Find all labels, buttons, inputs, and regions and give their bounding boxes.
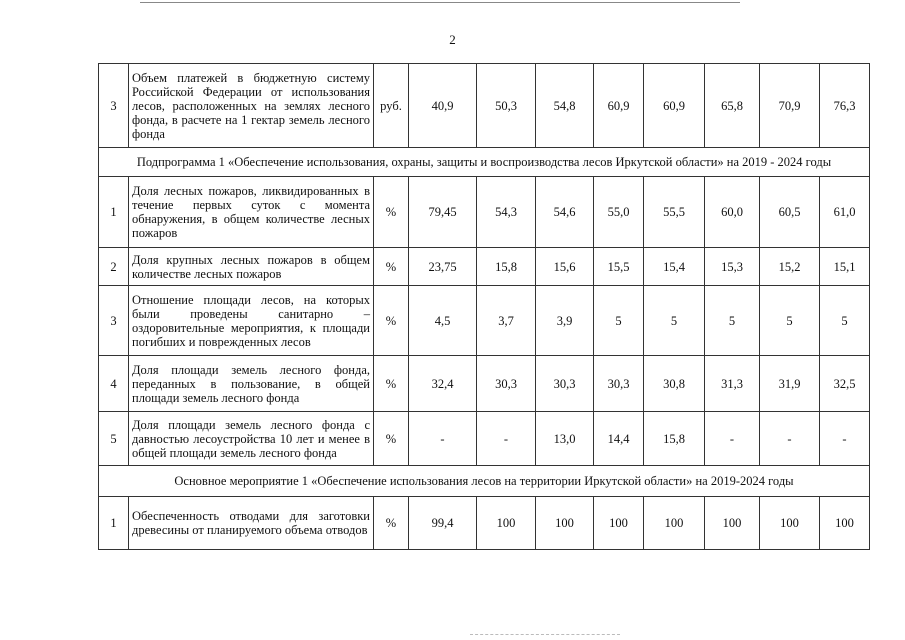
value-cell: 70,9 (760, 64, 820, 148)
value-cell: 76,3 (820, 64, 870, 148)
value-cell: 32,5 (820, 356, 870, 412)
value-cell: 61,0 (820, 177, 870, 248)
value-cell: 60,9 (644, 64, 705, 148)
unit-cell: % (374, 412, 409, 466)
row-number: 3 (99, 64, 129, 148)
value-cell: 15,8 (477, 248, 536, 286)
unit-cell: % (374, 248, 409, 286)
value-cell: 30,3 (536, 356, 594, 412)
row-number: 3 (99, 286, 129, 356)
section-header-row (99, 148, 870, 177)
unit-cell: % (374, 497, 409, 550)
top-border-rule (140, 2, 740, 3)
value-cell: 5 (820, 286, 870, 356)
unit-cell: % (374, 356, 409, 412)
value-cell: 60,5 (760, 177, 820, 248)
value-cell: 100 (644, 497, 705, 550)
value-cell: 100 (594, 497, 644, 550)
value-cell: 100 (477, 497, 536, 550)
main-activity-title: Основное мероприятие 1 «Обеспечение использования лесов на территории Иркутской области» на 2019-2024 годы (99, 466, 870, 497)
value-cell: 15,6 (536, 248, 594, 286)
value-cell: 65,8 (705, 64, 760, 148)
value-cell: 13,0 (536, 412, 594, 466)
value-cell: 100 (705, 497, 760, 550)
value-cell: 32,4 (409, 356, 477, 412)
value-cell: 5 (594, 286, 644, 356)
value-cell: 31,3 (705, 356, 760, 412)
table-row (99, 64, 870, 148)
value-cell: - (409, 412, 477, 466)
row-number: 1 (99, 497, 129, 550)
table-row (99, 286, 870, 356)
value-cell: 30,3 (477, 356, 536, 412)
value-cell: 3,9 (536, 286, 594, 356)
value-cell: 60,0 (705, 177, 760, 248)
table-row (99, 248, 870, 286)
row-number: 5 (99, 412, 129, 466)
section-header-row (99, 466, 870, 497)
indicators-table (98, 63, 870, 550)
subprogram-title: Подпрограмма 1 «Обеспечение использования, охраны, защиты и воспроизводства лесов Иркутской области» на 2019 - 2024 годы (99, 148, 870, 177)
value-cell: 23,75 (409, 248, 477, 286)
value-cell: 15,4 (644, 248, 705, 286)
value-cell: 15,1 (820, 248, 870, 286)
value-cell: - (477, 412, 536, 466)
indicator-name: Доля площади земель лесного фонда с давностью лесоустройства 10 лет и менее в общей площади земель лесного фонда (129, 412, 374, 466)
indicator-name: Доля лесных пожаров, ликвидированных в течение первых суток с момента обнаружения, в общем количестве лесных пожаров (129, 177, 374, 248)
value-cell: 4,5 (409, 286, 477, 356)
value-cell: 14,4 (594, 412, 644, 466)
value-cell: 40,9 (409, 64, 477, 148)
value-cell: 30,8 (644, 356, 705, 412)
value-cell: 5 (760, 286, 820, 356)
row-number: 2 (99, 248, 129, 286)
row-number: 1 (99, 177, 129, 248)
indicator-name: Отношение площади лесов, на которых были проведены санитарно – оздоровительные мероприятия, к площади погибших и поврежденных лесов (129, 286, 374, 356)
value-cell: 5 (705, 286, 760, 356)
value-cell: 55,5 (644, 177, 705, 248)
value-cell: - (820, 412, 870, 466)
value-cell: 100 (536, 497, 594, 550)
unit-cell: % (374, 286, 409, 356)
scan-artifact-line (470, 634, 620, 635)
value-cell: 50,3 (477, 64, 536, 148)
value-cell: 99,4 (409, 497, 477, 550)
value-cell: 30,3 (594, 356, 644, 412)
value-cell: 60,9 (594, 64, 644, 148)
row-number: 4 (99, 356, 129, 412)
value-cell: 5 (644, 286, 705, 356)
indicator-name: Доля крупных лесных пожаров в общем количестве лесных пожаров (129, 248, 374, 286)
value-cell: 55,0 (594, 177, 644, 248)
indicator-name: Объем платежей в бюджетную систему Российской Федерации от использования лесов, расположенных на землях лесного фонда, в расчете на 1 гектар земель лесного фонда (129, 64, 374, 148)
value-cell: 54,3 (477, 177, 536, 248)
value-cell: 15,2 (760, 248, 820, 286)
table-row (99, 177, 870, 248)
value-cell: 54,8 (536, 64, 594, 148)
unit-cell: руб. (374, 64, 409, 148)
page-number: 2 (449, 32, 456, 47)
value-cell: 79,45 (409, 177, 477, 248)
unit-cell: % (374, 177, 409, 248)
indicator-name: Обеспеченность отводами для заготовки древесины от планируемого объема отводов (129, 497, 374, 550)
value-cell: 54,6 (536, 177, 594, 248)
value-cell: 15,8 (644, 412, 705, 466)
value-cell: 3,7 (477, 286, 536, 356)
value-cell: - (705, 412, 760, 466)
value-cell: 100 (820, 497, 870, 550)
value-cell: 15,5 (594, 248, 644, 286)
value-cell: 15,3 (705, 248, 760, 286)
value-cell: - (760, 412, 820, 466)
table-row (99, 356, 870, 412)
table-row (99, 412, 870, 466)
table-row (99, 497, 870, 550)
value-cell: 100 (760, 497, 820, 550)
indicator-name: Доля площади земель лесного фонда, переданных в пользование, в общей площади земель лесного фонда (129, 356, 374, 412)
value-cell: 31,9 (760, 356, 820, 412)
